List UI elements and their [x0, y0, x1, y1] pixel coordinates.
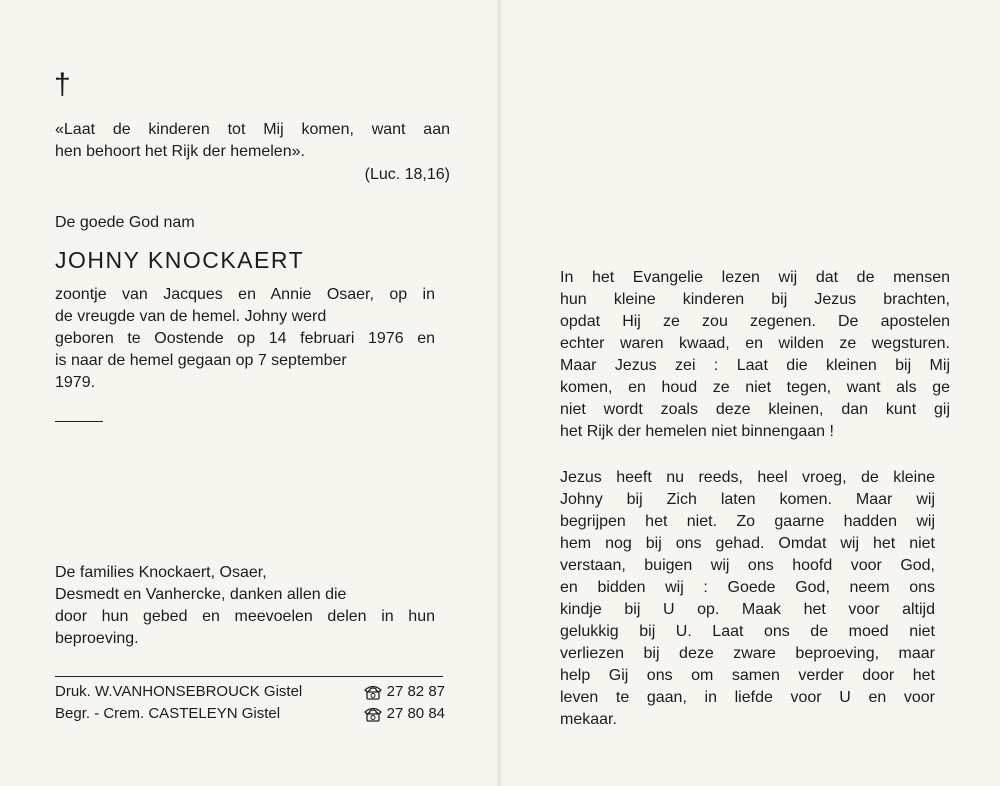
prayer-paragraph	[560, 467, 935, 731]
quote-line: hen behoort het Rijk der hemelen».	[55, 143, 305, 160]
printer-credit	[55, 682, 445, 702]
biography	[55, 284, 435, 394]
paragraph-line: help Gij ons om samen verder door het	[560, 667, 935, 684]
paragraph-line: In het Evangelie lezen wij dat de mensen	[560, 269, 950, 286]
paragraph-line: echter waren kwaad, en wilden ze wegsturen.	[560, 335, 950, 352]
short-divider	[55, 421, 103, 422]
paragraph-line: verstaan, buigen wij ons hoofd voor God,	[560, 557, 935, 574]
paragraph-line: komen, en houd ze niet tegen, want als ge	[560, 379, 950, 396]
quote-line: «Laat de kinderen tot Mij komen, want aan	[55, 121, 450, 138]
paragraph-line: het Rijk der hemelen niet binnengaan !	[560, 423, 834, 440]
bio-line: 1979.	[55, 374, 96, 391]
telephone-icon	[363, 706, 383, 722]
paragraph-line: Johny bij Zich laten komen. Maar wij	[560, 491, 935, 508]
paragraph-line: begrijpen het niet. Zo gaarne hadden wij	[560, 513, 935, 530]
paragraph-line: niet wordt zoals deze kleinen, dan kunt gij	[560, 401, 950, 418]
credits-divider	[55, 676, 443, 677]
paragraph-line: hem nog bij ons gehad. Omdat wij het niet	[560, 535, 935, 552]
paragraph-line: Maar Jezus zei : Laat die kleinen bij Mij	[560, 357, 950, 374]
paragraph-line: leven te gaan, in liefde voor U en voor	[560, 689, 935, 706]
thanks-line: De families Knockaert, Osaer,	[55, 564, 267, 581]
deceased-name: JOHNY KNOCKAERT	[55, 247, 305, 273]
family-thanks	[55, 562, 435, 650]
quote-reference: (Luc. 18,16)	[364, 166, 450, 183]
thanks-line: beproeving.	[55, 630, 139, 647]
telephone-icon	[363, 684, 383, 700]
paragraph-line: en bidden wij : Goede God, neem ons	[560, 579, 935, 596]
bio-line: geboren te Oostende op 14 februari 1976 en	[55, 330, 435, 347]
bio-line: is naar de hemel gegaan op 7 september	[55, 352, 347, 369]
credit-label: Begr. - Crem. CASTELEYN Gistel	[55, 705, 281, 722]
thanks-line: Desmedt en Vanhercke, danken allen die	[55, 586, 347, 603]
paragraph-line: hun kleine kinderen bij Jezus brachten,	[560, 291, 950, 308]
intro-text: De goede God nam	[55, 214, 195, 231]
paragraph-line: gelukkig bij U. Laat ons de moed niet	[560, 623, 935, 640]
credit-phone: 27 82 87	[386, 683, 445, 700]
cross-icon: †	[54, 68, 71, 101]
bible-quote	[55, 119, 450, 163]
paragraph-line: kindje bij U op. Maak het voor altijd	[560, 601, 935, 618]
paragraph-line: Jezus heeft nu reeds, heel vroeg, de kleine	[560, 469, 935, 486]
credit-phone: 27 80 84	[386, 705, 445, 722]
paragraph-line: verliezen bij deze zware beproeving, maar	[560, 645, 935, 662]
bio-line: zoontje van Jacques en Annie Osaer, op in	[55, 286, 435, 303]
credit-label: Druk. W.VANHONSEBROUCK Gistel	[55, 683, 303, 700]
thanks-line: door hun gebed en meevoelen delen in hun	[55, 608, 435, 625]
paragraph-line: opdat Hij ze zou zegenen. De apostelen	[560, 313, 950, 330]
paragraph-line: mekaar.	[560, 711, 617, 728]
funeral-director-credit	[55, 704, 445, 724]
gospel-paragraph	[560, 267, 950, 443]
bio-line: de vreugde van de hemel. Johny werd	[55, 308, 327, 325]
